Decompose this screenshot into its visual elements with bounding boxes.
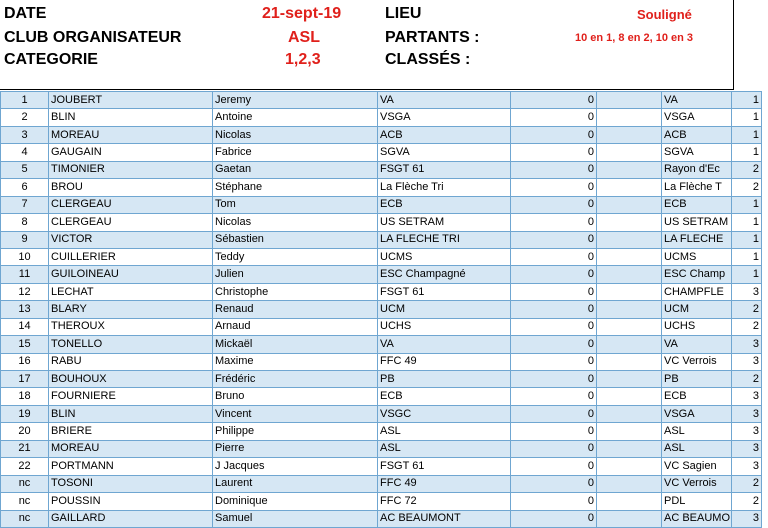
- prenom-cell: Julien: [213, 266, 378, 283]
- category-cell: 3: [732, 440, 762, 457]
- header-vertical-rule: [733, 0, 734, 90]
- rank-cell: nc: [1, 493, 49, 510]
- prenom-cell: Renaud: [213, 301, 378, 318]
- rank-cell: 7: [1, 196, 49, 213]
- empty-cell: [597, 458, 662, 475]
- points-cell: 0: [511, 318, 597, 335]
- club-cell: FFC 72: [378, 493, 511, 510]
- rank-cell: 22: [1, 458, 49, 475]
- nom-cell: BLIN: [49, 109, 213, 126]
- rank-cell: 20: [1, 423, 49, 440]
- table-row: [1, 109, 762, 126]
- prenom-cell: Mickaël: [213, 336, 378, 353]
- prenom-cell: Gaetan: [213, 161, 378, 178]
- prenom-cell: Maxime: [213, 353, 378, 370]
- empty-cell: [597, 231, 662, 248]
- club-cell: FSGT 61: [378, 161, 511, 178]
- points-cell: 0: [511, 109, 597, 126]
- rank-cell: 3: [1, 126, 49, 143]
- empty-cell: [597, 126, 662, 143]
- club-short-cell: VSGA: [662, 405, 732, 422]
- prenom-cell: Stéphane: [213, 179, 378, 196]
- rank-cell: 15: [1, 336, 49, 353]
- date-label: DATE: [4, 5, 47, 22]
- table-row: [1, 126, 762, 143]
- points-cell: 0: [511, 336, 597, 353]
- category-cell: 2: [732, 371, 762, 388]
- club-cell: VSGC: [378, 405, 511, 422]
- club-cell: FSGT 61: [378, 458, 511, 475]
- club-cell: ACB: [378, 126, 511, 143]
- club-short-cell: UCM: [662, 301, 732, 318]
- prenom-cell: Laurent: [213, 475, 378, 492]
- club-short-cell: US SETRAM: [662, 214, 732, 231]
- points-cell: 0: [511, 179, 597, 196]
- category-cell: 3: [732, 510, 762, 527]
- club-short-cell: LA FLECHE: [662, 231, 732, 248]
- partants-label: PARTANTS :: [385, 29, 480, 46]
- points-cell: 0: [511, 423, 597, 440]
- table-row: [1, 493, 762, 510]
- rank-cell: 12: [1, 283, 49, 300]
- table-row: [1, 388, 762, 405]
- table-row: [1, 231, 762, 248]
- prenom-cell: Frédéric: [213, 371, 378, 388]
- prenom-cell: Dominique: [213, 493, 378, 510]
- table-row: [1, 423, 762, 440]
- rank-cell: 14: [1, 318, 49, 335]
- points-cell: 0: [511, 248, 597, 265]
- club-cell: SGVA: [378, 144, 511, 161]
- points-cell: 0: [511, 161, 597, 178]
- points-cell: 0: [511, 458, 597, 475]
- lieu-label: LIEU: [385, 5, 422, 22]
- points-cell: 0: [511, 126, 597, 143]
- prenom-cell: Tom: [213, 196, 378, 213]
- points-cell: 0: [511, 440, 597, 457]
- category-cell: 1: [732, 109, 762, 126]
- prenom-cell: Teddy: [213, 248, 378, 265]
- nom-cell: CLERGEAU: [49, 196, 213, 213]
- table-row: [1, 475, 762, 492]
- sheet-header: [0, 0, 768, 90]
- rank-cell: 18: [1, 388, 49, 405]
- empty-cell: [597, 440, 662, 457]
- points-cell: 0: [511, 405, 597, 422]
- club-cell: UCM: [378, 301, 511, 318]
- nom-cell: VICTOR: [49, 231, 213, 248]
- club-short-cell: Rayon d'Ec: [662, 161, 732, 178]
- categorie-value: 1,2,3: [285, 51, 321, 68]
- nom-cell: PORTMANN: [49, 458, 213, 475]
- empty-cell: [597, 353, 662, 370]
- empty-cell: [597, 388, 662, 405]
- table-row: [1, 161, 762, 178]
- points-cell: 0: [511, 231, 597, 248]
- rank-cell: 4: [1, 144, 49, 161]
- club-short-cell: ASL: [662, 423, 732, 440]
- prenom-cell: Philippe: [213, 423, 378, 440]
- empty-cell: [597, 493, 662, 510]
- nom-cell: TIMONIER: [49, 161, 213, 178]
- empty-cell: [597, 371, 662, 388]
- category-cell: 1: [732, 144, 762, 161]
- prenom-cell: Bruno: [213, 388, 378, 405]
- empty-cell: [597, 266, 662, 283]
- category-cell: 3: [732, 458, 762, 475]
- category-cell: 2: [732, 318, 762, 335]
- club-short-cell: VC Sagien: [662, 458, 732, 475]
- empty-cell: [597, 336, 662, 353]
- empty-cell: [597, 109, 662, 126]
- category-cell: 1: [732, 266, 762, 283]
- club-cell: US SETRAM: [378, 214, 511, 231]
- points-cell: 0: [511, 196, 597, 213]
- rank-cell: 21: [1, 440, 49, 457]
- category-cell: 3: [732, 405, 762, 422]
- nom-cell: JOUBERT: [49, 92, 213, 109]
- prenom-cell: Pierre: [213, 440, 378, 457]
- nom-cell: BROU: [49, 179, 213, 196]
- nom-cell: BLARY: [49, 301, 213, 318]
- category-cell: 1: [732, 248, 762, 265]
- club-short-cell: La Flèche T: [662, 179, 732, 196]
- club-cell: ASL: [378, 440, 511, 457]
- rank-cell: 19: [1, 405, 49, 422]
- rank-cell: 13: [1, 301, 49, 318]
- nom-cell: MOREAU: [49, 126, 213, 143]
- prenom-cell: Antoine: [213, 109, 378, 126]
- prenom-cell: Samuel: [213, 510, 378, 527]
- club-short-cell: VC Verrois: [662, 353, 732, 370]
- table-row: [1, 144, 762, 161]
- points-cell: 0: [511, 353, 597, 370]
- table-row: [1, 458, 762, 475]
- rank-cell: 1: [1, 92, 49, 109]
- nom-cell: TOSONI: [49, 475, 213, 492]
- category-cell: 2: [732, 475, 762, 492]
- categorie-label: CATEGORIE: [4, 51, 98, 68]
- empty-cell: [597, 179, 662, 196]
- club-short-cell: ECB: [662, 388, 732, 405]
- club-short-cell: ACB: [662, 126, 732, 143]
- club-short-cell: VA: [662, 92, 732, 109]
- category-cell: 1: [732, 196, 762, 213]
- prenom-cell: Arnaud: [213, 318, 378, 335]
- category-cell: 1: [732, 126, 762, 143]
- prenom-cell: Jeremy: [213, 92, 378, 109]
- empty-cell: [597, 423, 662, 440]
- empty-cell: [597, 405, 662, 422]
- table-row: [1, 318, 762, 335]
- table-row: [1, 214, 762, 231]
- club-cell: ECB: [378, 388, 511, 405]
- club-short-cell: CHAMPFLE: [662, 283, 732, 300]
- club-short-cell: PDL: [662, 493, 732, 510]
- table-row: [1, 266, 762, 283]
- empty-cell: [597, 318, 662, 335]
- empty-cell: [597, 248, 662, 265]
- club-short-cell: VSGA: [662, 109, 732, 126]
- category-cell: 1: [732, 231, 762, 248]
- rank-cell: 17: [1, 371, 49, 388]
- table-row: [1, 440, 762, 457]
- points-cell: 0: [511, 510, 597, 527]
- nom-cell: RABU: [49, 353, 213, 370]
- nom-cell: FOURNIERE: [49, 388, 213, 405]
- empty-cell: [597, 92, 662, 109]
- points-cell: 0: [511, 266, 597, 283]
- results-table: [0, 91, 762, 528]
- rank-cell: 11: [1, 266, 49, 283]
- category-cell: 3: [732, 423, 762, 440]
- empty-cell: [597, 283, 662, 300]
- club-cell: VSGA: [378, 109, 511, 126]
- nom-cell: MOREAU: [49, 440, 213, 457]
- rank-cell: 10: [1, 248, 49, 265]
- club-cell: VA: [378, 92, 511, 109]
- points-cell: 0: [511, 144, 597, 161]
- prenom-cell: Christophe: [213, 283, 378, 300]
- table-row: [1, 283, 762, 300]
- club-short-cell: PB: [662, 371, 732, 388]
- nom-cell: POUSSIN: [49, 493, 213, 510]
- club-label: CLUB ORGANISATEUR: [4, 29, 182, 46]
- nom-cell: LECHAT: [49, 283, 213, 300]
- results-rows: [1, 92, 762, 528]
- table-row: [1, 353, 762, 370]
- category-cell: 2: [732, 161, 762, 178]
- nom-cell: BLIN: [49, 405, 213, 422]
- club-value: ASL: [288, 29, 320, 46]
- empty-cell: [597, 144, 662, 161]
- table-row: [1, 301, 762, 318]
- category-cell: 2: [732, 179, 762, 196]
- club-short-cell: ECB: [662, 196, 732, 213]
- table-row: [1, 179, 762, 196]
- club-cell: ASL: [378, 423, 511, 440]
- table-row: [1, 336, 762, 353]
- rank-cell: 2: [1, 109, 49, 126]
- club-cell: FSGT 61: [378, 283, 511, 300]
- club-short-cell: UCMS: [662, 248, 732, 265]
- points-cell: 0: [511, 214, 597, 231]
- nom-cell: GAILLARD: [49, 510, 213, 527]
- table-row: [1, 248, 762, 265]
- category-cell: 3: [732, 283, 762, 300]
- points-cell: 0: [511, 92, 597, 109]
- date-value: 21-sept-19: [262, 5, 342, 22]
- prenom-cell: Vincent: [213, 405, 378, 422]
- club-cell: VA: [378, 336, 511, 353]
- club-cell: FFC 49: [378, 353, 511, 370]
- prenom-cell: Nicolas: [213, 214, 378, 231]
- club-cell: PB: [378, 371, 511, 388]
- nom-cell: TONELLO: [49, 336, 213, 353]
- club-cell: ESC Champagné: [378, 266, 511, 283]
- category-cell: 3: [732, 336, 762, 353]
- club-short-cell: SGVA: [662, 144, 732, 161]
- club-short-cell: ASL: [662, 440, 732, 457]
- prenom-cell: J Jacques: [213, 458, 378, 475]
- rank-cell: nc: [1, 475, 49, 492]
- category-cell: 1: [732, 92, 762, 109]
- table-row: [1, 196, 762, 213]
- table-row: [1, 371, 762, 388]
- rank-cell: 16: [1, 353, 49, 370]
- nom-cell: THEROUX: [49, 318, 213, 335]
- table-row: [1, 510, 762, 527]
- header-bottom-rule: [0, 89, 734, 90]
- nom-cell: GUILOINEAU: [49, 266, 213, 283]
- club-cell: FFC 49: [378, 475, 511, 492]
- club-cell: LA FLECHE TRI: [378, 231, 511, 248]
- rank-cell: 5: [1, 161, 49, 178]
- nom-cell: BOUHOUX: [49, 371, 213, 388]
- club-short-cell: VC Verrois: [662, 475, 732, 492]
- category-cell: 2: [732, 301, 762, 318]
- club-short-cell: VA: [662, 336, 732, 353]
- nom-cell: CLERGEAU: [49, 214, 213, 231]
- rank-cell: 6: [1, 179, 49, 196]
- category-cell: 3: [732, 353, 762, 370]
- club-short-cell: AC BEAUMO: [662, 510, 732, 527]
- rank-cell: 8: [1, 214, 49, 231]
- club-short-cell: ESC Champ: [662, 266, 732, 283]
- partants-value: 10 en 1, 8 en 2, 10 en 3: [575, 32, 694, 44]
- club-short-cell: UCHS: [662, 318, 732, 335]
- points-cell: 0: [511, 301, 597, 318]
- empty-cell: [597, 196, 662, 213]
- points-cell: 0: [511, 493, 597, 510]
- club-cell: ECB: [378, 196, 511, 213]
- club-cell: AC BEAUMONT: [378, 510, 511, 527]
- club-cell: UCMS: [378, 248, 511, 265]
- nom-cell: CUILLERIER: [49, 248, 213, 265]
- lieu-value: Souligné: [637, 7, 692, 22]
- category-cell: 2: [732, 493, 762, 510]
- empty-cell: [597, 161, 662, 178]
- category-cell: 1: [732, 214, 762, 231]
- rank-cell: 9: [1, 231, 49, 248]
- points-cell: 0: [511, 283, 597, 300]
- points-cell: 0: [511, 371, 597, 388]
- empty-cell: [597, 214, 662, 231]
- category-cell: 3: [732, 388, 762, 405]
- prenom-cell: Nicolas: [213, 126, 378, 143]
- prenom-cell: Sébastien: [213, 231, 378, 248]
- empty-cell: [597, 301, 662, 318]
- empty-cell: [597, 510, 662, 527]
- nom-cell: GAUGAIN: [49, 144, 213, 161]
- rank-cell: nc: [1, 510, 49, 527]
- club-cell: La Flèche Tri: [378, 179, 511, 196]
- empty-cell: [597, 475, 662, 492]
- nom-cell: BRIERE: [49, 423, 213, 440]
- points-cell: 0: [511, 388, 597, 405]
- club-cell: UCHS: [378, 318, 511, 335]
- classes-label: CLASSÉS :: [385, 51, 471, 68]
- table-row: [1, 405, 762, 422]
- table-row: [1, 92, 762, 109]
- points-cell: 0: [511, 475, 597, 492]
- prenom-cell: Fabrice: [213, 144, 378, 161]
